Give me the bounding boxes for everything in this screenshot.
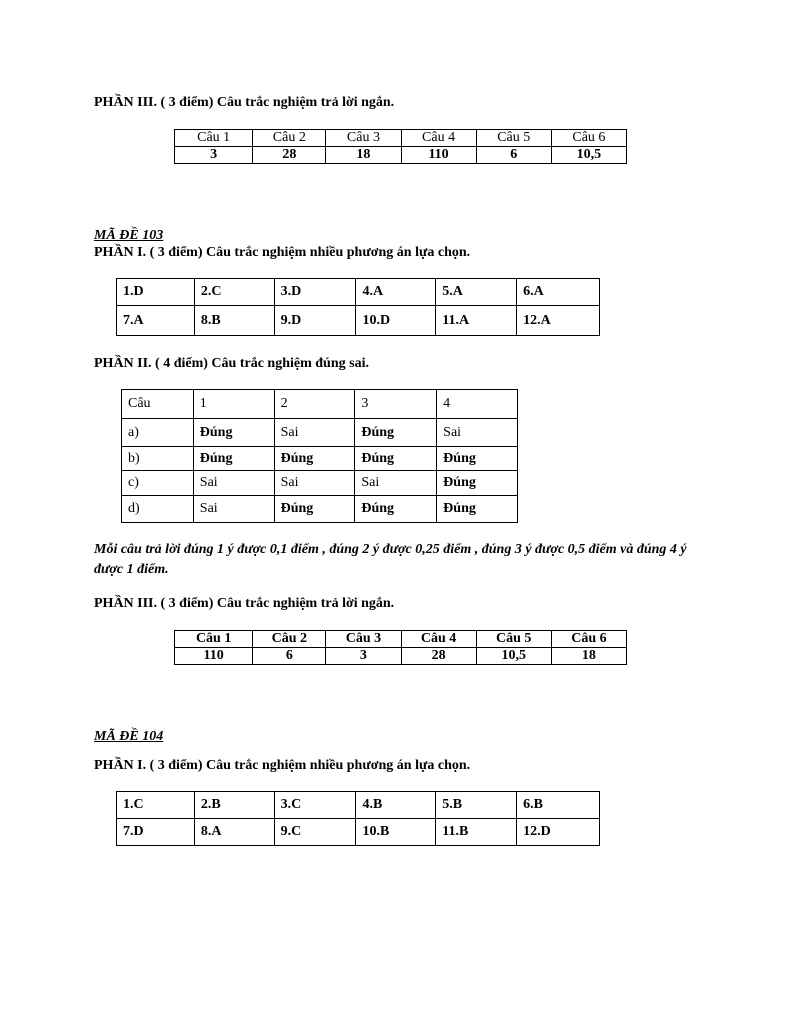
exam-code-103: MÃ ĐỀ 103 [94, 228, 164, 243]
table-row [175, 648, 627, 665]
table-cell: 3 [355, 390, 437, 419]
table-cell: Sai [274, 471, 355, 496]
table-cell: 10,5 [551, 147, 626, 164]
table-cell: Câu 2 [253, 631, 326, 648]
table-cell: 8.B [194, 306, 274, 336]
table-cell: Sai [193, 471, 274, 496]
table-cell: Câu 1 [175, 631, 253, 648]
table-row [122, 496, 518, 523]
table-cell: 28 [401, 648, 476, 665]
table-cell: 12.D [517, 819, 600, 846]
table-cell: Đúng [437, 447, 518, 471]
table-cell: 3.C [274, 792, 356, 819]
table-row [117, 279, 600, 306]
table-cell: Đúng [355, 419, 437, 447]
table-cell: 18 [551, 648, 626, 665]
table-row [122, 390, 518, 419]
ma104-part1-table [116, 791, 600, 846]
table-row [122, 419, 518, 447]
table-cell: Đúng [355, 447, 437, 471]
table-cell: 10.B [356, 819, 436, 846]
table-cell: Câu 5 [476, 631, 551, 648]
table-row [117, 819, 600, 846]
table-cell: Đúng [193, 447, 274, 471]
table-cell: 10,5 [476, 648, 551, 665]
ma103-part3-table [174, 630, 627, 665]
table-cell: 3.D [274, 279, 356, 306]
top-part3-heading: PHẦN III. ( 3 điểm) Câu trắc nghiệm trả lời ngắn. [94, 95, 395, 110]
table-cell: 4 [437, 390, 518, 419]
table-cell: Câu 6 [551, 631, 626, 648]
table-cell: 12.A [517, 306, 600, 336]
table-cell: 7.D [117, 819, 195, 846]
table-row [117, 792, 600, 819]
exam-code-104: MÃ ĐỀ 104 [94, 729, 164, 744]
table-row [175, 130, 627, 147]
table-cell: 7.A [117, 306, 195, 336]
table-cell: 6 [253, 648, 326, 665]
table-row [122, 447, 518, 471]
table-cell: 18 [326, 147, 401, 164]
table-cell: 4.B [356, 792, 436, 819]
table-cell: 8.A [194, 819, 274, 846]
table-cell: 2 [274, 390, 355, 419]
table-cell: b) [122, 447, 194, 471]
table-cell: 6.B [517, 792, 600, 819]
table-cell: 3 [326, 648, 401, 665]
ma103-part3-heading: PHẦN III. ( 3 điểm) Câu trắc nghiệm trả lời ngắn. [94, 596, 395, 611]
table-cell: Sai [193, 496, 274, 523]
table-cell: 6 [476, 147, 551, 164]
table-cell: 9.D [274, 306, 356, 336]
table-cell: Câu 3 [326, 631, 401, 648]
table-cell: 6.A [517, 279, 600, 306]
table-row [122, 471, 518, 496]
ma103-part2-table [121, 389, 518, 523]
table-cell: Câu 5 [476, 130, 551, 147]
table-cell: d) [122, 496, 194, 523]
table-cell: a) [122, 419, 194, 447]
table-cell: Câu 1 [175, 130, 253, 147]
table-row [175, 631, 627, 648]
table-row [117, 306, 600, 336]
table-cell: 110 [175, 648, 253, 665]
table-row [175, 147, 627, 164]
table-cell: Đúng [355, 496, 437, 523]
table-cell: Sai [274, 419, 355, 447]
top-part3-table [174, 129, 627, 164]
ma103-part2-heading: PHẦN II. ( 4 điểm) Câu trắc nghiệm đúng sai. [94, 356, 369, 371]
table-cell: 11.A [436, 306, 517, 336]
table-cell: 2.B [194, 792, 274, 819]
table-cell: 1 [193, 390, 274, 419]
table-cell: 9.C [274, 819, 356, 846]
table-cell: 5.B [436, 792, 517, 819]
table-cell: 1.C [117, 792, 195, 819]
table-cell: 11.B [436, 819, 517, 846]
scoring-note: Mỗi câu trả lời đúng 1 ý được 0,1 điểm , đúng 2 ý được 0,25 điểm , đúng 3 ý được 0,5 điểm và đúng 4 ý được 1 điểm. [94, 542, 687, 577]
table-cell: Đúng [274, 447, 355, 471]
table-cell: 1.D [117, 279, 195, 306]
table-cell: Đúng [437, 471, 518, 496]
table-cell: Câu 4 [401, 631, 476, 648]
table-cell: Câu 2 [253, 130, 326, 147]
table-cell: Câu 6 [551, 130, 626, 147]
ma104-part1-heading: PHẦN I. ( 3 điểm) Câu trắc nghiệm nhiều phương án lựa chọn. [94, 758, 471, 773]
table-cell: Sai [437, 419, 518, 447]
table-cell: 28 [253, 147, 326, 164]
table-cell: 3 [175, 147, 253, 164]
table-cell: 2.C [194, 279, 274, 306]
ma103-part1-table [116, 278, 600, 336]
table-cell: Câu 3 [326, 130, 401, 147]
table-cell: Câu 4 [401, 130, 476, 147]
table-cell: 10.D [356, 306, 436, 336]
table-cell: 110 [401, 147, 476, 164]
table-cell: 4.A [356, 279, 436, 306]
ma103-part1-heading: PHẦN I. ( 3 điểm) Câu trắc nghiệm nhiều phương án lựa chọn. [94, 245, 471, 260]
table-cell: Sai [355, 471, 437, 496]
table-cell: 5.A [436, 279, 517, 306]
table-cell: Đúng [193, 419, 274, 447]
table-cell: Câu [122, 390, 194, 419]
table-cell: c) [122, 471, 194, 496]
table-cell: Đúng [437, 496, 518, 523]
table-cell: Đúng [274, 496, 355, 523]
